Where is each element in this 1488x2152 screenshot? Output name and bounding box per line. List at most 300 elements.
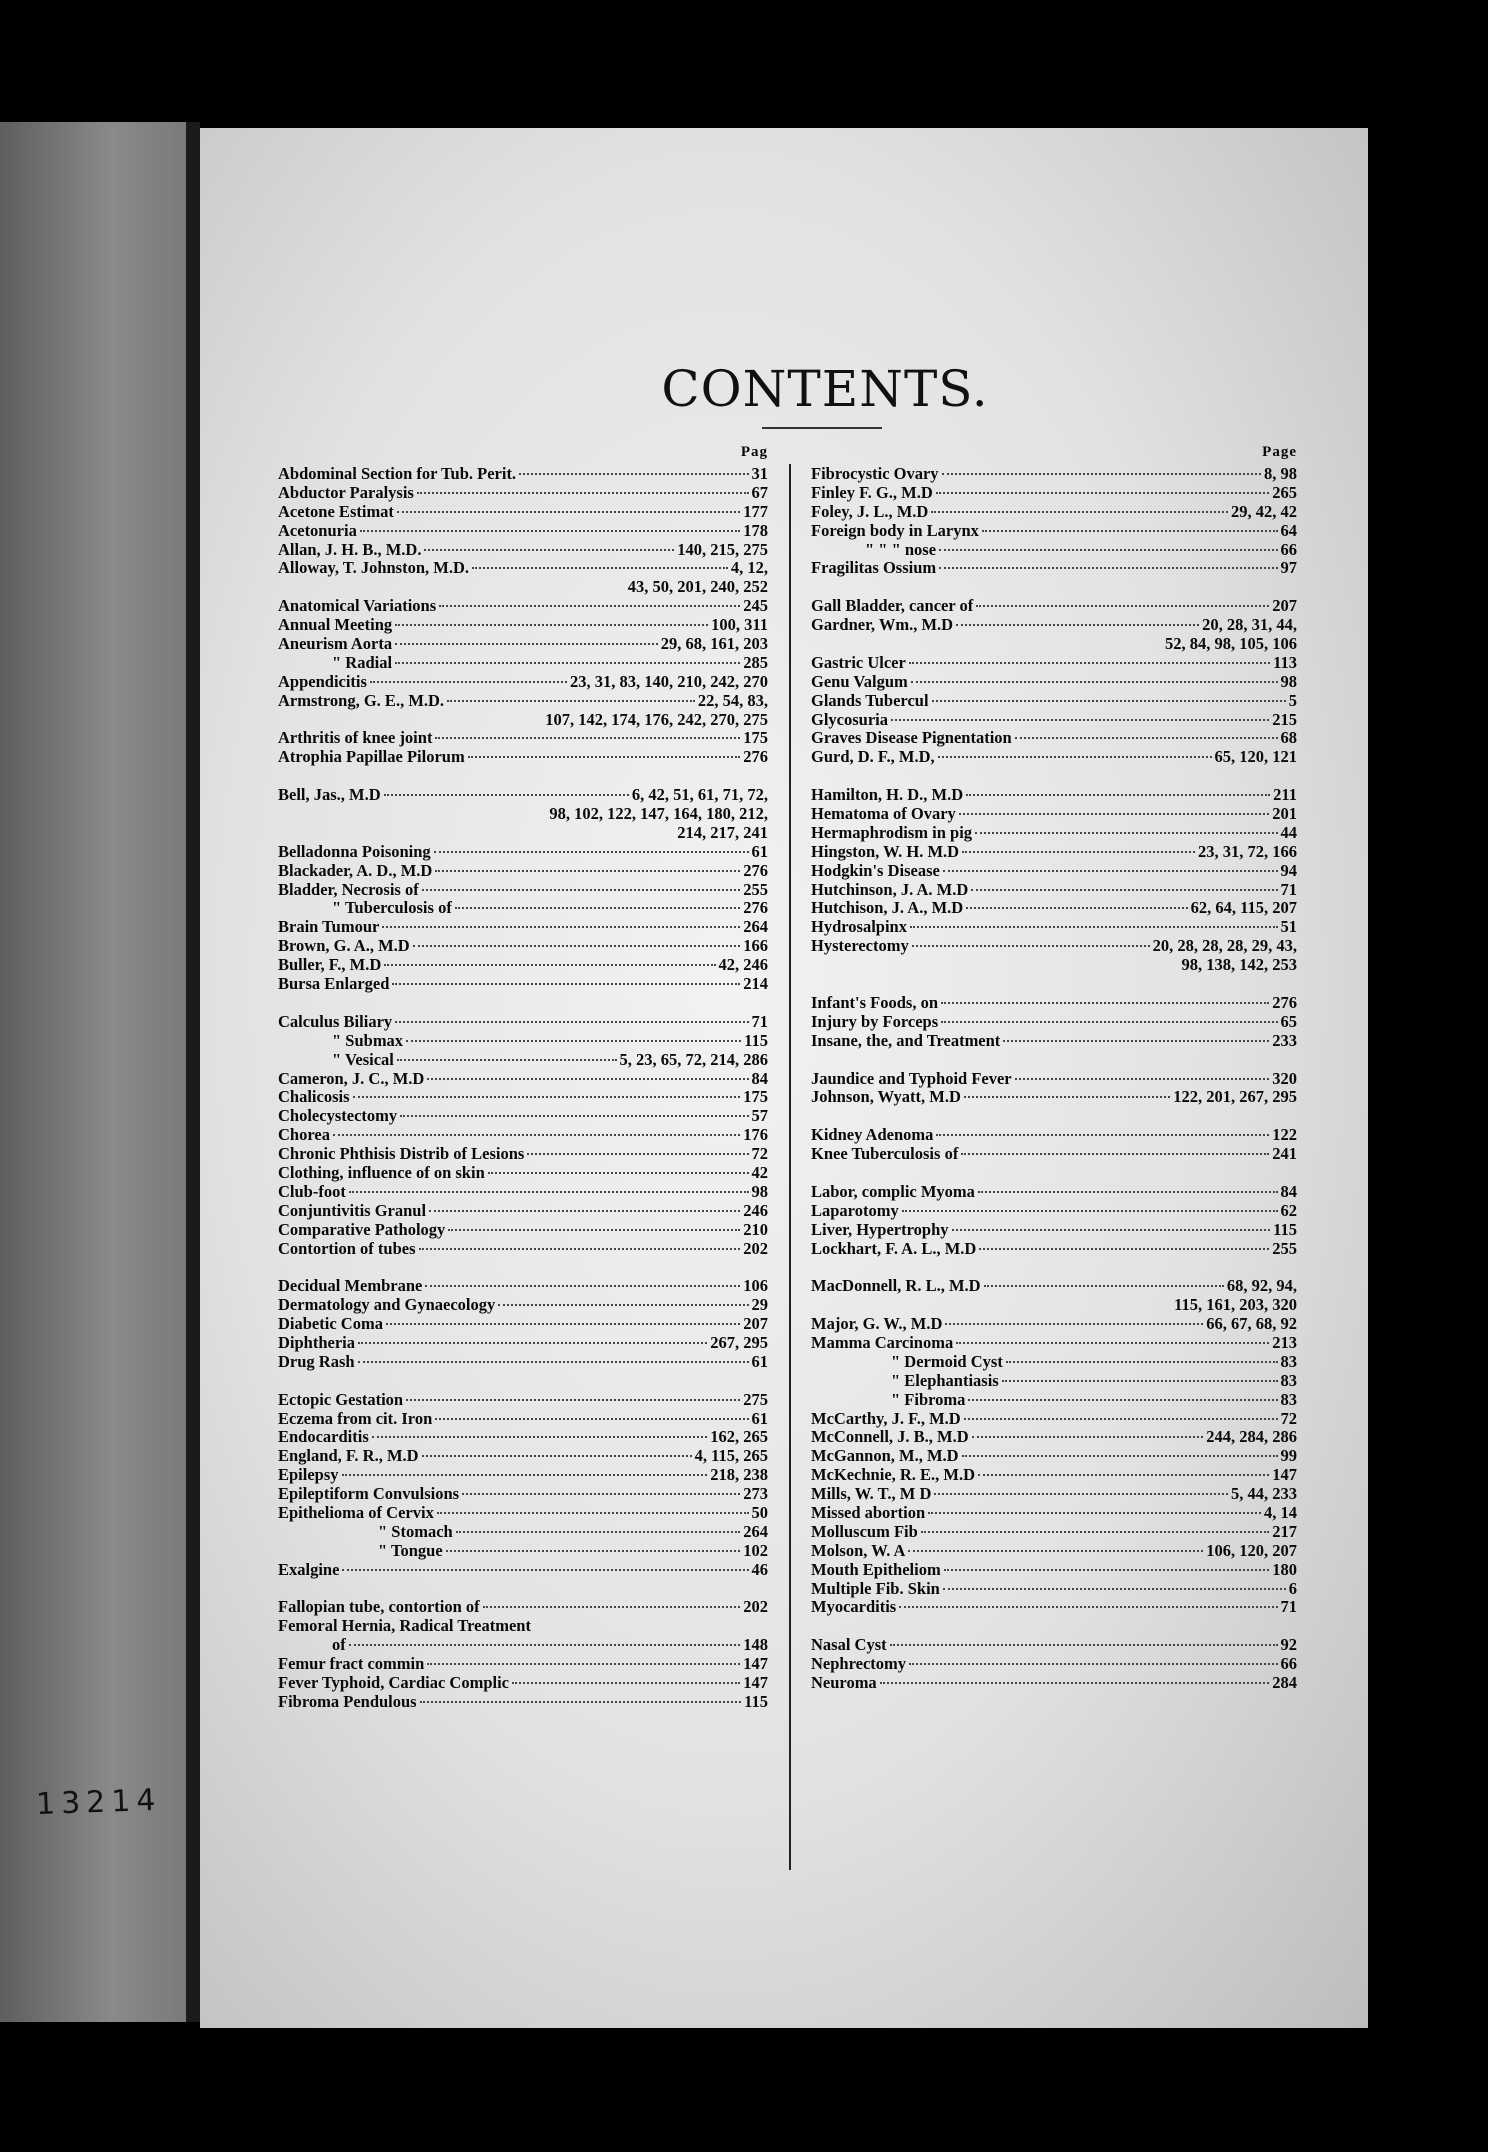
index-entry xyxy=(811,899,1297,918)
index-entry xyxy=(811,597,1297,616)
entry-title: Clothing, influence of on skin xyxy=(278,1163,485,1182)
entry-title: " Elephantiasis xyxy=(891,1371,999,1390)
entry-title: Bladder, Necrosis of xyxy=(278,880,419,899)
entry-pages: 113 xyxy=(1273,653,1297,672)
entry-pages: 6, 42, 51, 61, 71, 72, xyxy=(631,786,768,805)
leader-dots xyxy=(417,492,749,494)
index-entry xyxy=(811,1466,1297,1485)
entry-pages: 98 xyxy=(751,1182,768,1201)
index-entry xyxy=(278,1107,768,1126)
index-entry xyxy=(278,1051,768,1070)
entry-title: Comparative Pathology xyxy=(278,1220,446,1239)
entry-title: Acetonuria xyxy=(278,521,357,540)
leader-dots xyxy=(982,530,1278,532)
entry-pages: 5 xyxy=(1288,691,1297,710)
entry-title: Buller, F., M.D xyxy=(278,956,382,975)
leader-dots xyxy=(902,1210,1278,1212)
leader-dots xyxy=(939,549,1277,551)
leader-dots xyxy=(943,870,1278,872)
entry-title: Neuroma xyxy=(811,1674,877,1692)
entry-pages: 94 xyxy=(1280,861,1297,880)
entry-pages: 61 xyxy=(751,842,768,861)
entry-pages: 115 xyxy=(1273,1220,1297,1239)
leader-dots xyxy=(909,1663,1277,1665)
leader-dots xyxy=(400,1115,748,1117)
entry-pages: 65 xyxy=(1280,1012,1297,1031)
index-entry xyxy=(278,1126,768,1145)
entry-pages: 98, 138, 142, 253 xyxy=(1181,956,1297,975)
leader-dots xyxy=(483,1606,741,1608)
index-entry xyxy=(278,1391,768,1410)
leader-dots xyxy=(962,851,1195,853)
entry-title: Missed abortion xyxy=(811,1503,926,1522)
index-entry xyxy=(278,1617,768,1636)
entry-pages: 64 xyxy=(1280,521,1297,540)
index-entry xyxy=(278,1655,768,1674)
entry-pages: 102 xyxy=(743,1541,768,1560)
index-entry xyxy=(811,1561,1297,1580)
leader-dots xyxy=(386,1323,740,1325)
entry-pages: 122 xyxy=(1272,1126,1297,1145)
leader-dots xyxy=(434,851,749,853)
entry-title: Blackader, A. D., M.D xyxy=(278,861,433,880)
index-entry xyxy=(278,956,768,975)
leader-dots xyxy=(961,1153,1269,1155)
entry-pages: 233 xyxy=(1272,1031,1297,1050)
entry-title: Decidual Membrane xyxy=(278,1277,423,1296)
leader-dots xyxy=(395,1021,748,1023)
leader-dots xyxy=(962,1455,1278,1457)
page-title: CONTENTS. xyxy=(661,360,989,418)
entry-title: Fallopian tube, contortion of xyxy=(278,1598,480,1617)
index-entry xyxy=(811,1410,1297,1429)
leader-dots xyxy=(446,1550,741,1552)
leader-dots xyxy=(395,624,708,626)
index-entry xyxy=(278,899,768,918)
index-group xyxy=(811,597,1297,767)
index-entry xyxy=(811,1145,1297,1164)
index-group xyxy=(278,1598,768,1711)
leader-dots xyxy=(1006,1361,1278,1363)
index-entry xyxy=(811,805,1297,824)
entry-title: " Tongue xyxy=(378,1541,443,1560)
index-entry xyxy=(811,1523,1297,1542)
index-entry xyxy=(811,786,1297,805)
index-entry xyxy=(811,748,1297,767)
index-entry xyxy=(278,559,768,578)
index-entry xyxy=(278,918,768,937)
index-entry xyxy=(278,843,768,862)
entry-title: Acetone Estimat xyxy=(278,502,394,521)
leader-dots xyxy=(936,1134,1269,1136)
entry-title: Annual Meeting xyxy=(278,616,393,635)
index-entry xyxy=(278,1504,768,1523)
leader-dots xyxy=(976,605,1269,607)
leader-dots xyxy=(934,1493,1228,1495)
entry-pages: 140, 215, 275 xyxy=(677,540,768,559)
entry-pages: 176 xyxy=(743,1126,768,1145)
leader-dots xyxy=(437,1512,749,1514)
entry-title: Knee Tuberculosis of xyxy=(811,1145,959,1164)
entry-title: Molluscum Fib xyxy=(811,1522,918,1541)
entry-pages: 68 xyxy=(1280,729,1297,748)
entry-pages: 8, 98 xyxy=(1264,465,1297,483)
entry-title: Glands Tubercul xyxy=(811,691,929,710)
right-entries xyxy=(811,465,1297,1693)
entry-title: Eczema from cit. Iron xyxy=(278,1409,433,1428)
leader-dots xyxy=(427,1663,740,1665)
entry-title: Nasal Cyst xyxy=(811,1636,887,1655)
entry-pages: 83 xyxy=(1280,1352,1297,1371)
entry-title: Armstrong, G. E., M.D. xyxy=(278,691,445,710)
leader-dots xyxy=(952,1229,1271,1231)
entry-pages: 4, 12, xyxy=(730,559,768,578)
entry-pages: 72 xyxy=(751,1145,768,1164)
entry-pages: 20, 28, 31, 44, xyxy=(1202,616,1297,635)
entry-pages: 23, 31, 72, 166 xyxy=(1198,842,1297,861)
entry-title: Hutchison, J. A., M.D xyxy=(811,899,964,918)
leader-dots xyxy=(498,1304,748,1306)
leader-dots xyxy=(938,756,1212,758)
entry-title: Endocarditis xyxy=(278,1428,369,1447)
entry-title: Conjuntivitis Granul xyxy=(278,1201,427,1220)
index-entry xyxy=(278,1561,768,1580)
entry-title: Calculus Biliary xyxy=(278,1012,393,1031)
entry-title: Multiple Fib. Skin xyxy=(811,1579,940,1598)
leader-dots xyxy=(972,1436,1204,1438)
index-entry xyxy=(278,465,768,484)
leader-dots xyxy=(424,549,674,551)
entry-pages: 115 xyxy=(744,1031,768,1050)
leader-dots xyxy=(422,1455,692,1457)
index-entry-continuation xyxy=(278,578,768,597)
index-entry xyxy=(278,484,768,503)
entry-pages: 50 xyxy=(751,1503,768,1522)
entry-pages: 62, 64, 115, 207 xyxy=(1190,899,1297,918)
index-entry xyxy=(811,1655,1297,1674)
leader-dots xyxy=(397,1059,617,1061)
index-entry-continuation xyxy=(811,635,1297,654)
index-entry xyxy=(278,1032,768,1051)
entry-title: Diabetic Coma xyxy=(278,1315,383,1334)
entry-title: McCarthy, J. F., M.D xyxy=(811,1409,961,1428)
entry-pages: 246 xyxy=(743,1201,768,1220)
index-entry xyxy=(278,1088,768,1107)
entry-pages: 84 xyxy=(751,1069,768,1088)
index-entry xyxy=(811,1598,1297,1617)
index-group xyxy=(278,465,768,767)
entry-pages: 29, 42, 42 xyxy=(1231,502,1297,521)
leader-dots xyxy=(971,889,1277,891)
title-rule xyxy=(762,427,882,429)
index-entry xyxy=(811,1088,1297,1107)
index-entry xyxy=(811,843,1297,862)
index-entry xyxy=(278,597,768,616)
index-entry xyxy=(278,1070,768,1089)
left-column xyxy=(278,440,768,1731)
index-entry xyxy=(811,1277,1297,1296)
leader-dots xyxy=(978,1191,1278,1193)
entry-title: Abductor Paralysis xyxy=(278,483,414,502)
entry-title: Hydrosalpinx xyxy=(811,918,907,937)
entry-pages: 244, 284, 286 xyxy=(1206,1428,1297,1447)
entry-title: Kidney Adenoma xyxy=(811,1126,934,1145)
entry-title: Dermatology and Gynaecology xyxy=(278,1296,496,1315)
leader-dots xyxy=(931,511,1228,513)
leader-dots xyxy=(921,1531,1269,1533)
leader-dots xyxy=(956,624,1199,626)
index-group xyxy=(278,786,768,994)
entry-pages: 202 xyxy=(743,1239,768,1258)
leader-dots xyxy=(435,870,740,872)
entry-pages: 202 xyxy=(743,1598,768,1617)
entry-pages: 23, 31, 83, 140, 210, 242, 270 xyxy=(570,672,768,691)
leader-dots xyxy=(435,737,740,739)
index-entry xyxy=(278,1447,768,1466)
entry-pages: 276 xyxy=(743,899,768,918)
entry-title: Gall Bladder, cancer of xyxy=(811,597,974,616)
entry-pages: 61 xyxy=(751,1352,768,1371)
entry-title: Johnson, Wyatt, M.D xyxy=(811,1088,961,1107)
index-entry xyxy=(278,1523,768,1542)
leader-dots xyxy=(468,756,741,758)
index-entry xyxy=(811,1334,1297,1353)
entry-title: McKechnie, R. E., M.D xyxy=(811,1466,976,1485)
entry-pages: 175 xyxy=(743,1088,768,1107)
leader-dots xyxy=(912,945,1150,947)
entry-pages: 276 xyxy=(743,748,768,767)
entry-pages: 72 xyxy=(1280,1409,1297,1428)
index-group xyxy=(811,1070,1297,1108)
index-group xyxy=(278,1277,768,1371)
index-entry xyxy=(811,1183,1297,1202)
contents-page xyxy=(200,128,1368,2028)
leader-dots xyxy=(959,813,1269,815)
column-divider xyxy=(789,464,791,1870)
leader-dots xyxy=(472,567,728,569)
entry-title: Atrophia Papillae Pilorum xyxy=(278,748,465,767)
entry-pages: 276 xyxy=(743,861,768,880)
index-entry xyxy=(278,1674,768,1693)
index-entry xyxy=(811,1126,1297,1145)
index-entry xyxy=(811,918,1297,937)
leader-dots xyxy=(360,530,740,532)
leader-dots xyxy=(1015,1078,1270,1080)
index-entry-continuation xyxy=(278,824,768,843)
index-entry xyxy=(811,937,1297,956)
entry-title: Jaundice and Typhoid Fever xyxy=(811,1069,1012,1088)
right-column-header: Page xyxy=(1262,444,1297,460)
leader-dots xyxy=(358,1342,707,1344)
index-entry xyxy=(811,503,1297,522)
leader-dots xyxy=(908,1550,1203,1552)
index-entry xyxy=(278,1334,768,1353)
leader-dots xyxy=(358,1361,749,1363)
entry-pages: 107, 142, 174, 176, 242, 270, 275 xyxy=(545,710,768,729)
index-group xyxy=(811,1636,1297,1693)
index-entry xyxy=(811,1391,1297,1410)
entry-title: Injury by Forceps xyxy=(811,1012,939,1031)
entry-title: " Submax xyxy=(332,1031,404,1050)
entry-title: " Dermoid Cyst xyxy=(891,1352,1003,1371)
index-entry xyxy=(278,616,768,635)
entry-title: Cameron, J. C., M.D xyxy=(278,1069,425,1088)
entry-pages: 178 xyxy=(743,521,768,540)
entry-title: Epilepsy xyxy=(278,1466,339,1485)
entry-pages: 255 xyxy=(1272,1239,1297,1258)
entry-title: Belladonna Poisoning xyxy=(278,842,431,861)
leader-dots xyxy=(928,1512,1261,1514)
entry-title: Hermaphrodism in pig xyxy=(811,823,973,842)
index-entry xyxy=(811,654,1297,673)
leader-dots xyxy=(880,1682,1270,1684)
entry-title: Insane, the, and Treatment xyxy=(811,1031,1001,1050)
entry-pages: 62 xyxy=(1280,1201,1297,1220)
entry-title: Contortion of tubes xyxy=(278,1239,416,1258)
leader-dots xyxy=(944,1569,1270,1571)
leader-dots xyxy=(936,492,1269,494)
entry-title: Gardner, Wm., M.D xyxy=(811,616,954,635)
index-entry xyxy=(278,937,768,956)
entry-pages: 46 xyxy=(751,1560,768,1579)
entry-pages: 20, 28, 28, 28, 29, 43, xyxy=(1152,937,1297,956)
entry-title: Hamilton, H. D., M.D xyxy=(811,786,964,805)
leader-dots xyxy=(439,605,740,607)
index-entry xyxy=(811,1542,1297,1561)
entry-title: of xyxy=(332,1636,346,1655)
leader-dots xyxy=(1002,1380,1278,1382)
leader-dots xyxy=(422,889,741,891)
index-entry xyxy=(278,1598,768,1617)
entry-title: Bell, Jas., M.D xyxy=(278,786,381,805)
leader-dots xyxy=(966,794,1270,796)
entry-title: " Tuberculosis of xyxy=(332,899,452,918)
entry-title: Fibroma Pendulous xyxy=(278,1692,417,1711)
entry-title: " Radial xyxy=(332,653,393,672)
index-entry xyxy=(811,1353,1297,1372)
entry-title: Foley, J. L., M.D xyxy=(811,502,929,521)
index-entry xyxy=(811,559,1297,578)
right-column xyxy=(811,440,1297,1712)
leader-dots xyxy=(456,1531,741,1533)
leader-dots xyxy=(406,1399,740,1401)
index-entry-continuation xyxy=(811,1296,1297,1315)
index-entry xyxy=(278,654,768,673)
entry-title: MacDonnell, R. L., M.D xyxy=(811,1277,981,1296)
entry-title: Chorea xyxy=(278,1126,330,1145)
entry-title: Epithelioma of Cervix xyxy=(278,1503,434,1522)
entry-title: Finley F. G., M.D xyxy=(811,483,933,502)
leader-dots xyxy=(942,473,1261,475)
entry-pages: 175 xyxy=(743,729,768,748)
leader-dots xyxy=(370,681,567,683)
index-entry xyxy=(278,786,768,805)
index-entry xyxy=(811,1504,1297,1523)
entry-pages: 61 xyxy=(751,1409,768,1428)
entry-title: Laparotomy xyxy=(811,1201,899,1220)
leader-dots xyxy=(488,1172,749,1174)
entry-pages: 264 xyxy=(743,1522,768,1541)
index-entry xyxy=(278,1013,768,1032)
leader-dots xyxy=(1015,737,1278,739)
entry-title: Mouth Epitheliom xyxy=(811,1560,941,1579)
entry-pages: 66 xyxy=(1280,540,1297,559)
leader-dots xyxy=(420,1701,742,1703)
leader-dots xyxy=(939,567,1277,569)
leader-dots xyxy=(372,1436,707,1438)
index-entry xyxy=(278,1466,768,1485)
leader-dots xyxy=(519,473,748,475)
entry-title: Hodgkin's Disease xyxy=(811,861,940,880)
entry-title: Epileptiform Convulsions xyxy=(278,1485,460,1504)
index-entry xyxy=(811,692,1297,711)
index-entry xyxy=(811,1485,1297,1504)
index-entry xyxy=(278,748,768,767)
entry-pages: 65, 120, 121 xyxy=(1214,748,1297,767)
entry-title: Liver, Hypertrophy xyxy=(811,1220,949,1239)
entry-title: Mills, W. T., M D xyxy=(811,1485,932,1504)
entry-pages: 22, 54, 83, xyxy=(697,691,768,710)
index-entry xyxy=(278,1202,768,1221)
left-entries xyxy=(278,465,768,1712)
entry-pages: 67 xyxy=(751,483,768,502)
entry-pages: 5, 44, 233 xyxy=(1231,1485,1297,1504)
entry-title: Glycosuria xyxy=(811,710,888,729)
index-group xyxy=(811,1183,1297,1259)
leader-dots xyxy=(964,1418,1278,1420)
entry-title: Club-foot xyxy=(278,1182,346,1201)
leader-dots xyxy=(406,1040,741,1042)
index-entry xyxy=(278,1542,768,1561)
index-entry xyxy=(278,1145,768,1164)
leader-dots xyxy=(941,1002,1269,1004)
entry-pages: 147 xyxy=(1272,1466,1297,1485)
index-entry xyxy=(811,1580,1297,1599)
entry-pages: 275 xyxy=(743,1390,768,1409)
entry-title: McGannon, M., M.D xyxy=(811,1447,959,1466)
index-entry xyxy=(811,1636,1297,1655)
index-entry xyxy=(811,484,1297,503)
index-entry xyxy=(278,673,768,692)
index-entry xyxy=(811,1202,1297,1221)
entry-pages: 215 xyxy=(1272,710,1297,729)
index-entry xyxy=(811,1221,1297,1240)
index-entry xyxy=(278,1164,768,1183)
entry-title: Lockhart, F. A. L., M.D xyxy=(811,1239,977,1258)
entry-pages: 106 xyxy=(743,1277,768,1296)
entry-pages: 29 xyxy=(751,1296,768,1315)
entry-pages: 83 xyxy=(1280,1390,1297,1409)
entry-title: Hysterectomy xyxy=(811,937,909,956)
entry-pages: 6 xyxy=(1288,1579,1297,1598)
entry-pages: 4, 14 xyxy=(1264,1503,1297,1522)
entry-title: Fragilitas Ossium xyxy=(811,559,937,578)
entry-pages: 241 xyxy=(1272,1145,1297,1164)
leader-dots xyxy=(910,926,1278,928)
entry-title: " Vesical xyxy=(332,1050,394,1069)
entry-pages: 42, 246 xyxy=(718,956,768,975)
left-column-header: Pag xyxy=(740,444,768,460)
entry-pages: 84 xyxy=(1280,1182,1297,1201)
entry-pages: 147 xyxy=(743,1655,768,1674)
leader-dots xyxy=(384,794,629,796)
leader-dots xyxy=(429,1210,740,1212)
entry-pages: 66 xyxy=(1280,1655,1297,1674)
index-entry-continuation xyxy=(811,956,1297,975)
index-entry xyxy=(278,635,768,654)
entry-pages: 44 xyxy=(1280,823,1297,842)
entry-title: Chalicosis xyxy=(278,1088,350,1107)
